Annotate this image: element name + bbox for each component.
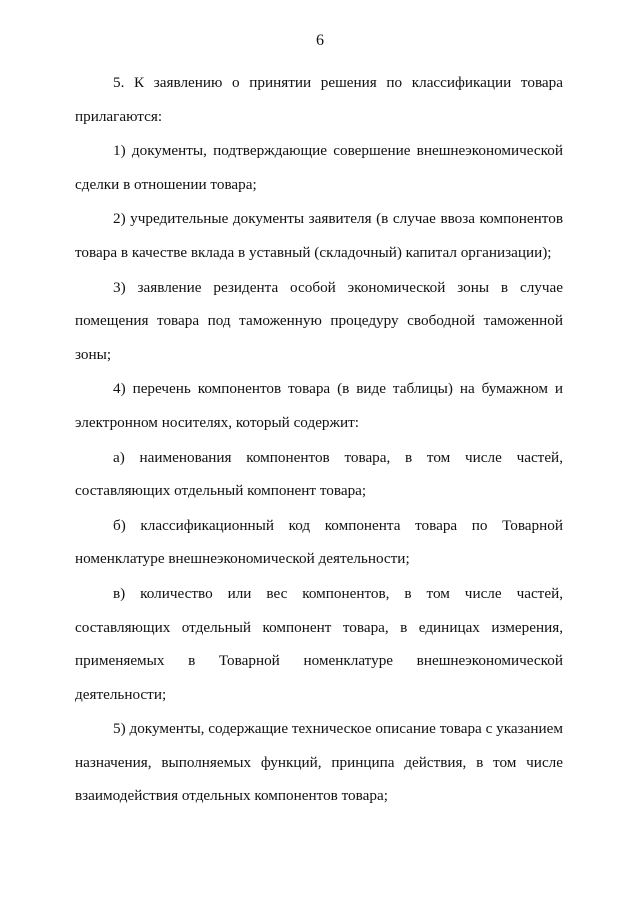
paragraph-subitem-3: 3) заявление резидента особой экономической зоны в случае помещения товара под таможенную процедуру свободной таможенной зоны;	[75, 278, 563, 363]
document-body	[75, 66, 563, 814]
paragraph-subitem-4b: б) классификационный код компонента товара по Товарной номенклатуре внешнеэкономической деятельности;	[75, 516, 563, 568]
paragraph-subitem-4v: в) количество или вес компонентов, в том числе частей, составляющих отдельный компонент товара, в единицах измерения, применяемых в Товарной номенклатуре внешнеэкономической деятельности;	[75, 584, 563, 703]
paragraph-subitem-5: 5) документы, содержащие техническое описание товара с указанием назначения, выполняемых функций, принципа действия, в том числе взаимодействия отдельных компонентов товара;	[75, 720, 563, 805]
paragraph-subitem-1: 1) документы, подтверждающие совершение внешнеэкономической сделки в отношении товара;	[75, 142, 563, 193]
paragraph-item-5-intro: 5. К заявлению о принятии решения по классификации товара прилагаются:	[75, 74, 563, 125]
paragraph-subitem-4: 4) перечень компонентов товара (в виде таблицы) на бумажном и электронном носителях, который содержит:	[75, 380, 563, 431]
paragraph-subitem-2: 2) учредительные документы заявителя (в случае ввоза компонентов товара в качестве вклада в уставный (складочный) капитал организации);	[75, 210, 563, 261]
paragraph-subitem-4a: а) наименования компонентов товара, в том числе частей, составляющих отдельный компонент товара;	[75, 448, 563, 500]
page-number: 6	[316, 32, 324, 49]
